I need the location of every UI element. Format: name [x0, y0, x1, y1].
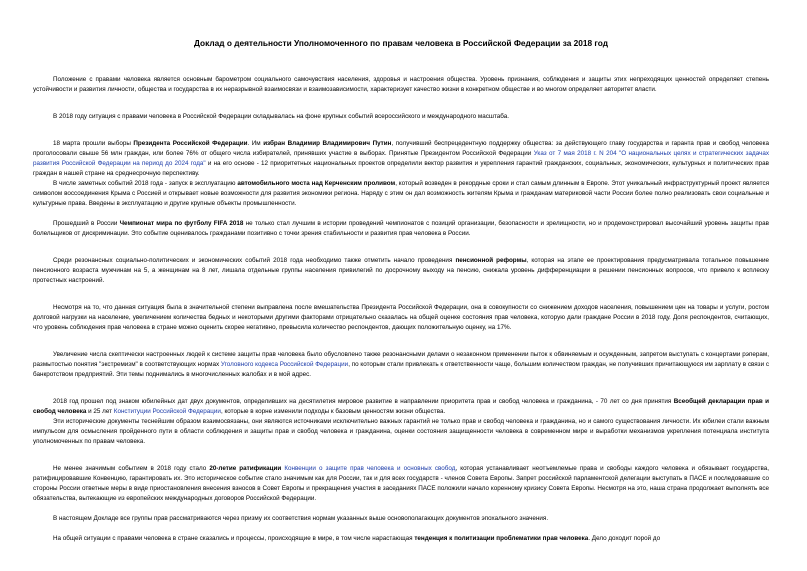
text-run: и 25 лет: [86, 408, 114, 415]
document-title: Доклад о деятельности Уполномоченного по правам человека в Российской Федерации за 2018 год: [194, 38, 608, 48]
text-run: Несмотря на то, что данная ситуация была в значительной степени выправлена после вмешательства Президента Российской Федерации, она в совокупности со снижением доходов населения, повышением цен на товары и услуги, ростом долговой нагрузки на население, увеличением количества бедных и некоторыми другими факторами отрицательно сказалась на общей оценке состояния прав человека, которую дали граждане России в 2018 году. Доля респондентов, считающих, что уровень соблюдения прав человека в стране можно оценить скорее негативно, превысила количество респондентов, дающих положительную оценку, на 17%.: [33, 304, 769, 331]
document-link[interactable]: Уголовного кодекса Российской Федерации: [220, 361, 349, 368]
paragraph-7: [33, 303, 769, 333]
text-run: В 2018 году ситуация с правами человека в Российской Федерации складывалась на фоне крупных событий всероссийского и международного масштаба.: [53, 113, 509, 120]
paragraph-13: [33, 534, 769, 544]
text-run: , по которым стали привлекать к ответственности чаще, большим количеством граждан, не получивших причитающуюся им зарплату в связи с банкротством предприятий. Эти темы поднимались в многочисленных жалобах и в мой адрес.: [33, 361, 769, 378]
text-run: . Им: [247, 140, 264, 147]
text-run: . Дело доходит порой до: [588, 535, 661, 542]
paragraph-6: [33, 256, 769, 286]
document-link[interactable]: Конституции Российской Федерации: [113, 408, 221, 415]
paragraph-2: [33, 112, 769, 122]
paragraph-11: [33, 464, 769, 504]
bold-text: 20-летие ратификации: [209, 465, 282, 472]
bold-text: пенсионной реформы: [455, 257, 527, 264]
text-run: , которые в корне изменили подходы к базовым ценностям жизни общества.: [220, 408, 446, 415]
bold-text: Президента Российской Федерации: [133, 140, 248, 147]
paragraph-5: [33, 219, 769, 239]
text-run: Прошедший в России: [53, 220, 120, 227]
text-run: Эти исторические документы теснейшим образом взаимосвязаны, они являются источниками исключительно важных гарантий не только прав и свобод человека и гражданина, но и самого существования личности. Их юбилеи стали важным импульсом для осмысления пройденного пути в области соблюдения и защиты прав и свобод человека и гражданина, оценки состояния защищенности человека в современном мире и выработки механизмов укрепления потенциала института уполномоченных по правам человека.: [33, 418, 769, 445]
bold-text: тенденция к политизации проблематики прав человека: [414, 535, 589, 542]
document-link[interactable]: Конвенции о защите прав человека и основных свобод: [284, 465, 456, 472]
text-run: Не менее значимым событием в 2018 году стало: [53, 465, 210, 472]
paragraph-9: [33, 397, 769, 417]
paragraph-1: [33, 75, 769, 95]
text-run: , которая на этапе ее проектирования предусматривала тотальное повышение пенсионного возраста мужчинам на 5, а женщинам на 8 лет, лишала отдельные группы населения привилегий по досрочному выходу на пенсию, снижала уровень дифференциации в решении пенсионных вопросов, что привело к всплеску протестных настроений.: [33, 257, 770, 284]
bold-text: избран Владимир Владимирович Путин: [263, 140, 392, 147]
paragraph-8: [33, 350, 769, 380]
text-run: , который возведен в рекордные сроки и стал самым длинным в Европе. Этот уникальный инфраструктурный проект является символом воссоединения Крыма с Россией и открывает новые возможности для развития экономики региона. Наряду с этим он дал возможность жителям Крыма и гражданам материковой части России более полно реализовать свои социальные и культурные права. Введены в эксплуатацию и другие крупные объекты промышленности.: [33, 180, 769, 207]
document-link[interactable]: Указ от 7 мая 2018 г. N 204 "О национальных целях и стратегических задачах развития Российской Федерации на период до 2024 года": [33, 150, 769, 167]
text-run: Среди резонансных социально-политических и экономических событий 2018 года необходимо также отметить начало проведения: [53, 257, 456, 264]
text-run: В настоящем Докладе все группы прав рассматриваются через призму их соответствия нормам указанных выше основополагающих документов эпохального значения.: [53, 515, 549, 522]
text-run: , которая устанавливает неотъемлемые права и свободы каждого человека и обязывает государства, ратифицировавшие Конвенцию, гарантировать их. Это историческое событие стало значимым как для России, так и для всех государств - членов Совета Европы. Запрет российской парламентской делегации выступать в ПАСЕ и последовавшие со стороны России ответные меры в виде приостановления внесения взносов в Совет Европы и прекращения участия в заседаниях ПАСЕ положили начало коренному кризису Совета Европы. Несмотря на это, наша страна продолжает выполнять все обязательства, вытекающие из европейских международных договоров Российской Федерации.: [33, 465, 769, 502]
bold-text: Чемпионат мира по футболу FIFA 2018: [119, 220, 244, 227]
text-run: В числе заметных событий 2018 года - запуск в эксплуатацию: [53, 180, 238, 187]
text-run: не только стал лучшим в истории проведений чемпионатов с позиций организации, безопасности и зрелищности, но и продемонстрировал высочайший уровень защиты прав болельщиков от дискриминации. Это событие оценивалось гражданами позитивно с точки зрения стабильности и развития прав человека в России.: [33, 220, 769, 237]
text-run: 2018 год прошел под знаком юбилейных дат двух документов, определивших на десятилетия мировое развитие в направлении приоритета прав и свобод человека и гражданина, - 70 лет со дня принятия: [53, 398, 674, 405]
paragraph-3: [33, 139, 769, 179]
paragraph-12: [33, 514, 769, 524]
text-run: и на его основе - 12 приоритетных национальных проектов определили вектор развития и укрепления гарантий гражданских, социальных, экономических, культурных и политических прав граждан в нашей стране на среднесрочную перспективу.: [33, 160, 770, 177]
text-run: Положение с правами человека является основным барометром социального самочувствия населения, здоровья и настроения общества. Уровень признания, соблюдения и защиты этих непреходящих ценностей определяет степень устойчивости и развития личности, общества и государства в их неразрывной взаимосвязи и взаимозависимости, характеризует качество жизни в конкретном обществе и во многом определяет авторитет власти.: [33, 76, 769, 93]
paragraph-4: [33, 179, 769, 209]
bold-text: автомобильного моста над Керченским проливом: [237, 180, 396, 187]
text-run: На общей ситуации с правами человека в стране сказались и процессы, происходящие в мире, в том числе нарастающая: [53, 535, 415, 542]
bold-text: Всеобщей декларации прав и свобод человека: [33, 398, 769, 415]
text-run: Увеличение числа скептически настроенных людей к системе защиты прав человека было обусловлено также резонансными делами о незаконном применении пыток к обвиняемым и осужденным, запретом выступать с концертами рэперам, размытостью понятия "экстремизм" в соответствующих нормах: [33, 351, 769, 368]
text-run: , получивший беспрецедентную поддержку общества: за действующего главу государства и гаранта прав и свобод человека проголосовали свыше 56 млн граждан, или более 76% от общего числа избирателей, принявших участие в выборах. Принятые Президентом Российской Федерации: [33, 140, 769, 157]
text-run: 18 марта прошли выборы: [53, 140, 134, 147]
paragraph-10: [33, 417, 769, 447]
